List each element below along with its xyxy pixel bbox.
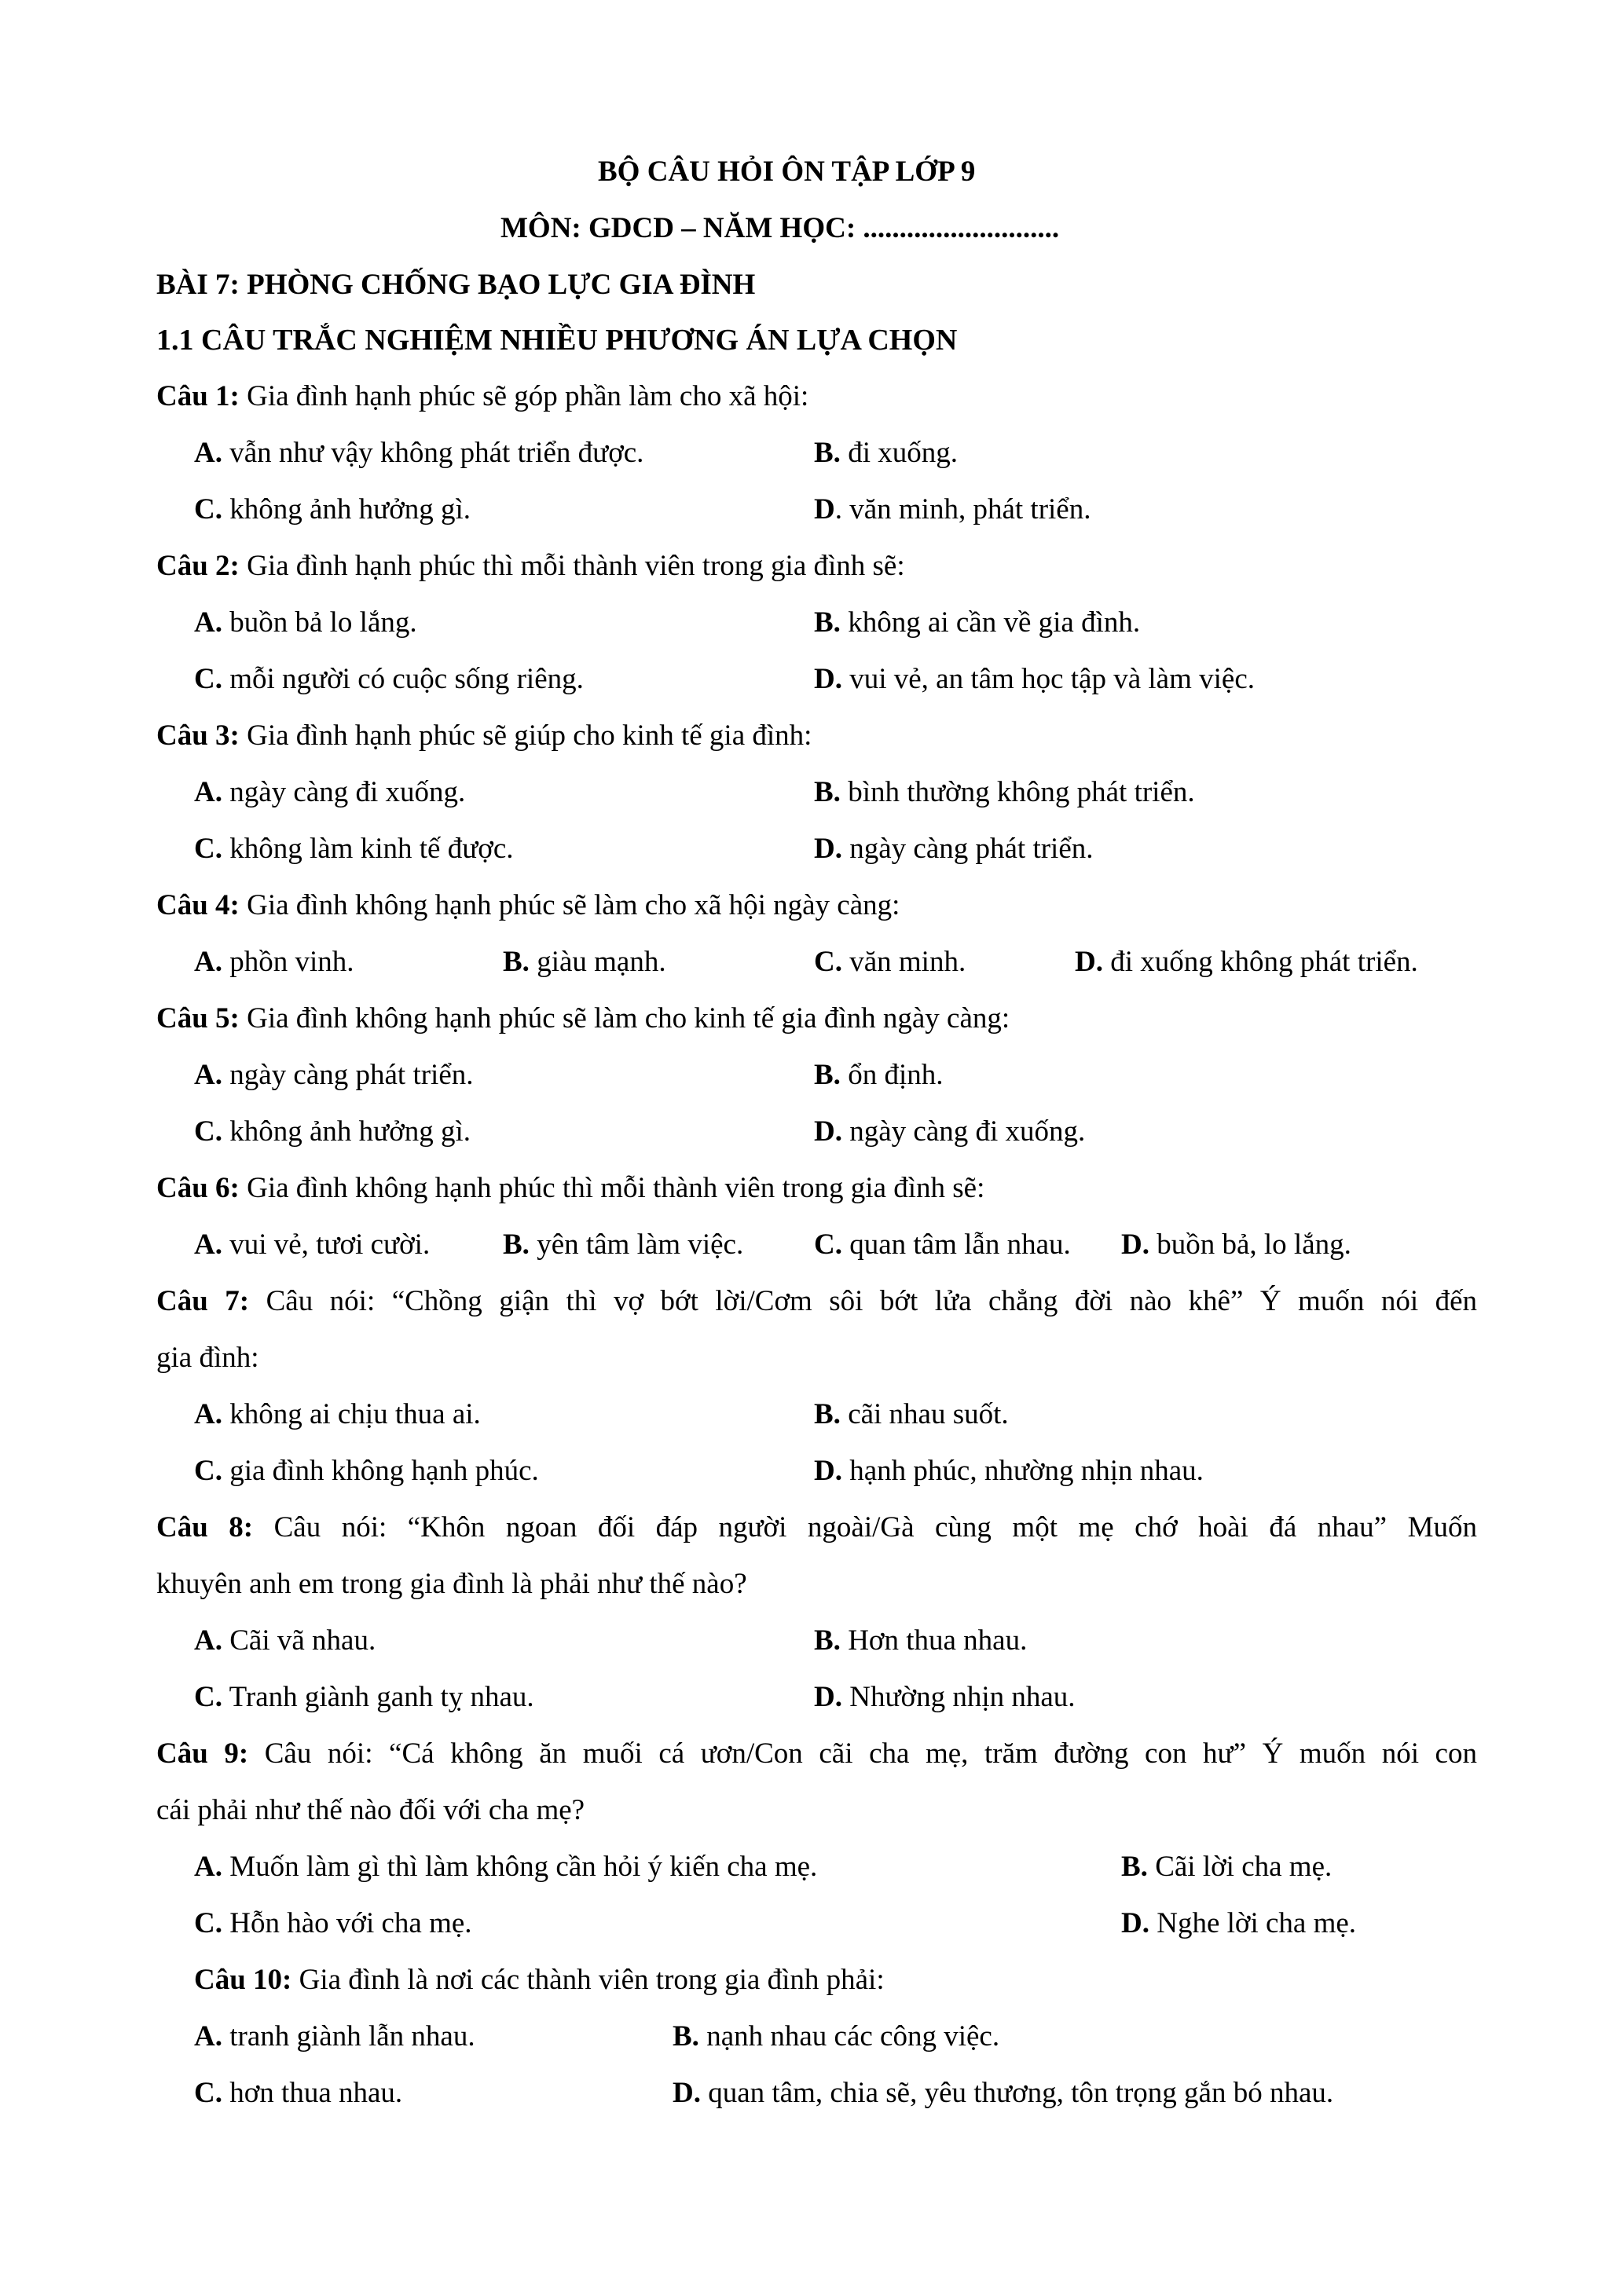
option-text: vui vẻ, tươi cười. <box>222 1229 431 1261</box>
option-label: B. <box>814 1624 841 1657</box>
option-text: quan tâm lẫn nhau. <box>841 1229 1071 1261</box>
question-9-label: Câu 9: <box>156 1738 249 1770</box>
option-label: C. <box>194 1907 222 1939</box>
question-7 <box>156 1283 1477 1320</box>
option-label: A. <box>194 1059 222 1091</box>
question-7-continuation: gia đình: <box>156 1342 259 1374</box>
option-text: Hỗn hào với cha mẹ. <box>222 1907 472 1939</box>
question-10-option-b <box>673 2018 999 2056</box>
question-10-option-a <box>194 2018 475 2056</box>
question-4-option-a <box>194 943 354 981</box>
question-2 <box>156 547 905 585</box>
option-text: hơn thua nhau. <box>222 2077 403 2109</box>
question-5-label: Câu 5: <box>156 1002 240 1034</box>
question-6-text: Gia đình không hạnh phúc thì mỗi thành viên trong gia đình sẽ: <box>239 1172 985 1204</box>
option-text: không ảnh hưởng gì. <box>222 493 471 525</box>
option-text: . văn minh, phát triển. <box>834 493 1091 525</box>
question-2-option-b <box>814 604 1140 642</box>
question-3-option-d <box>814 830 1094 868</box>
option-text: đi xuống không phát triển. <box>1102 946 1418 978</box>
section-title: 1.1 CÂU TRẮC NGHIỆM NHIỀU PHƯƠNG ÁN LỰA CHỌN <box>156 324 958 357</box>
option-text: không ai chịu thua ai. <box>222 1398 481 1430</box>
option-label: C. <box>814 1229 842 1261</box>
option-text: quan tâm, chia sẽ, yêu thương, tôn trọng gắn bó nhau. <box>700 2077 1334 2109</box>
question-6-option-c <box>814 1226 1071 1264</box>
question-6-option-a <box>194 1226 430 1264</box>
question-8-text: Câu nói: “Khôn ngoan đối đáp người ngoài/Gà cùng một mẹ chớ hoài đá nhau” Muốn <box>253 1511 1477 1543</box>
question-9-text: Câu nói: “Cá không ăn muối cá ươn/Con cãi cha mẹ, trăm đường con hư” Ý muốn nói con <box>248 1738 1477 1770</box>
option-text: giàu mạnh. <box>529 946 666 978</box>
option-label: D. <box>1075 946 1103 978</box>
option-text: Hơn thua nhau. <box>840 1624 1028 1657</box>
option-text: cãi nhau suốt. <box>840 1398 1009 1430</box>
option-label: D. <box>814 1115 842 1148</box>
option-label: B. <box>814 437 841 469</box>
question-8-option-d <box>814 1679 1076 1716</box>
document-title: BỘ CÂU HỎI ÔN TẬP LỚP 9 <box>598 156 976 188</box>
option-label: C. <box>194 1681 222 1713</box>
question-8-label: Câu 8: <box>156 1511 254 1543</box>
question-3-text: Gia đình hạnh phúc sẽ giúp cho kinh tế gia đình: <box>239 720 812 752</box>
question-4 <box>156 887 900 925</box>
option-label: C. <box>194 1115 222 1148</box>
option-text: vui vẻ, an tâm học tập và làm việc. <box>841 663 1255 695</box>
question-5-option-d <box>814 1113 1085 1151</box>
question-10-option-d <box>673 2074 1333 2112</box>
question-8-option-a <box>194 1622 376 1660</box>
option-text: vẫn như vậy không phát triển được. <box>222 437 644 469</box>
option-text: ổn định. <box>840 1059 944 1091</box>
option-text: Cãi lời cha mẹ. <box>1147 1851 1333 1883</box>
question-5-text: Gia đình không hạnh phúc sẽ làm cho kinh tế gia đình ngày càng: <box>239 1002 1010 1034</box>
question-2-option-c <box>194 661 584 698</box>
question-3 <box>156 717 812 755</box>
question-6-option-d <box>1121 1226 1351 1264</box>
question-6-option-b <box>503 1226 743 1264</box>
option-text: Nhường nhịn nhau. <box>841 1681 1076 1713</box>
option-text: nạnh nhau các công việc. <box>698 2020 1000 2052</box>
question-3-option-c <box>194 830 514 868</box>
option-label: A. <box>194 606 222 639</box>
question-7-option-a <box>194 1396 481 1434</box>
option-label: C. <box>194 1455 222 1487</box>
question-8 <box>156 1509 1477 1547</box>
option-text: ngày càng phát triển. <box>222 1059 474 1091</box>
option-label: A. <box>194 2020 222 2052</box>
option-label: D. <box>673 2077 701 2109</box>
question-8-option-c <box>194 1679 534 1716</box>
question-1-text: Gia đình hạnh phúc sẽ góp phần làm cho xã hội: <box>239 380 809 412</box>
option-label: C. <box>814 946 842 978</box>
option-text: Tranh giành ganh tỵ nhau. <box>222 1681 534 1713</box>
option-label: A. <box>194 776 222 808</box>
option-text: buồn bả, lo lắng. <box>1149 1229 1351 1261</box>
option-text: phồn vinh. <box>222 946 354 978</box>
option-text: ngày càng đi xuống. <box>841 1115 1086 1148</box>
option-label: D <box>814 493 835 525</box>
option-text: ngày càng đi xuống. <box>222 776 466 808</box>
question-10 <box>194 1961 885 1999</box>
option-label: B. <box>814 1059 841 1091</box>
lesson-title: BÀI 7: PHÒNG CHỐNG BẠO LỰC GIA ĐÌNH <box>156 269 756 301</box>
option-label: C. <box>194 663 222 695</box>
question-1-option-c <box>194 491 471 529</box>
option-label: D. <box>814 1681 842 1713</box>
option-text: ngày càng phát triển. <box>841 833 1094 865</box>
question-9 <box>156 1735 1477 1773</box>
question-8-continuation: khuyên anh em trong gia đình là phải như thế nào? <box>156 1568 747 1600</box>
option-label: B. <box>814 776 841 808</box>
question-7-text: Câu nói: “Chồng giận thì vợ bớt lời/Cơm sôi bớt lửa chẳng đời nào khê” Ý muốn nói đến <box>249 1285 1477 1317</box>
question-5 <box>156 1000 1010 1038</box>
question-1-option-a <box>194 434 643 472</box>
question-9-option-a <box>194 1848 817 1886</box>
question-4-option-b <box>503 943 666 981</box>
option-text: yên tâm làm việc. <box>529 1229 744 1261</box>
option-label: C. <box>194 2077 222 2109</box>
question-10-text: Gia đình là nơi các thành viên trong gia đình phải: <box>291 1964 885 1996</box>
question-3-label: Câu 3: <box>156 720 240 752</box>
option-label: A. <box>194 1398 222 1430</box>
question-6-label: Câu 6: <box>156 1172 240 1204</box>
option-text: không ai cần về gia đình. <box>840 606 1141 639</box>
question-5-option-c <box>194 1113 471 1151</box>
option-label: B. <box>814 606 841 639</box>
option-label: A. <box>194 437 222 469</box>
option-text: mỗi người có cuộc sống riêng. <box>222 663 584 695</box>
question-7-option-b <box>814 1396 1009 1434</box>
question-5-option-a <box>194 1056 474 1094</box>
question-8-option-b <box>814 1622 1027 1660</box>
question-10-option-c <box>194 2074 402 2112</box>
question-9-continuation: cái phải như thế nào đối với cha mẹ? <box>156 1794 585 1826</box>
question-2-text: Gia đình hạnh phúc thì mỗi thành viên trong gia đình sẽ: <box>239 550 905 582</box>
option-text: văn minh. <box>841 946 966 978</box>
option-text: bình thường không phát triển. <box>840 776 1195 808</box>
option-label: D. <box>814 833 842 865</box>
question-5-option-b <box>814 1056 943 1094</box>
option-label: C. <box>194 493 222 525</box>
option-label: B. <box>1121 1851 1148 1883</box>
question-3-option-a <box>194 774 465 811</box>
option-label: D. <box>1121 1229 1149 1261</box>
question-2-label: Câu 2: <box>156 550 240 582</box>
question-4-text: Gia đình không hạnh phúc sẽ làm cho xã hội ngày càng: <box>239 889 900 921</box>
question-6 <box>156 1170 984 1207</box>
option-text: không ảnh hưởng gì. <box>222 1115 471 1148</box>
question-1-option-d <box>814 491 1091 529</box>
question-4-option-d <box>1075 943 1418 981</box>
question-1 <box>156 378 808 416</box>
option-text: Cãi vã nhau. <box>222 1624 376 1657</box>
option-label: D. <box>814 1455 842 1487</box>
question-1-label: Câu 1: <box>156 380 240 412</box>
question-10-label: Câu 10: <box>194 1964 292 1996</box>
option-label: A. <box>194 946 222 978</box>
option-text: đi xuống. <box>840 437 958 469</box>
option-text: buồn bả lo lắng. <box>222 606 417 639</box>
question-2-option-d <box>814 661 1255 698</box>
option-label: A. <box>194 1851 222 1883</box>
option-text: gia đình không hạnh phúc. <box>222 1455 539 1487</box>
option-label: B. <box>503 946 530 978</box>
option-label: B. <box>503 1229 530 1261</box>
question-9-option-b <box>1121 1848 1332 1886</box>
question-9-option-c <box>194 1905 472 1943</box>
option-label: A. <box>194 1229 222 1261</box>
option-text: Muốn làm gì thì làm không cần hỏi ý kiến cha mẹ. <box>222 1851 818 1883</box>
question-7-option-c <box>194 1452 539 1490</box>
option-label: B. <box>814 1398 841 1430</box>
option-label: C. <box>194 833 222 865</box>
option-label: B. <box>673 2020 699 2052</box>
option-text: không làm kinh tế được. <box>222 833 514 865</box>
question-4-option-c <box>814 943 966 981</box>
document-subtitle: MÔN: GDCD – NĂM HỌC: ........................... <box>500 212 1060 244</box>
option-label: A. <box>194 1624 222 1657</box>
question-1-option-b <box>814 434 958 472</box>
question-7-label: Câu 7: <box>156 1285 250 1317</box>
question-2-option-a <box>194 604 417 642</box>
option-text: tranh giành lẫn nhau. <box>222 2020 475 2052</box>
option-text: Nghe lời cha mẹ. <box>1149 1907 1357 1939</box>
question-9-option-d <box>1121 1905 1356 1943</box>
question-7-option-d <box>814 1452 1204 1490</box>
option-text: hạnh phúc, nhường nhịn nhau. <box>841 1455 1204 1487</box>
option-label: D. <box>814 663 842 695</box>
option-label: D. <box>1121 1907 1149 1939</box>
question-4-label: Câu 4: <box>156 889 240 921</box>
question-3-option-b <box>814 774 1195 811</box>
